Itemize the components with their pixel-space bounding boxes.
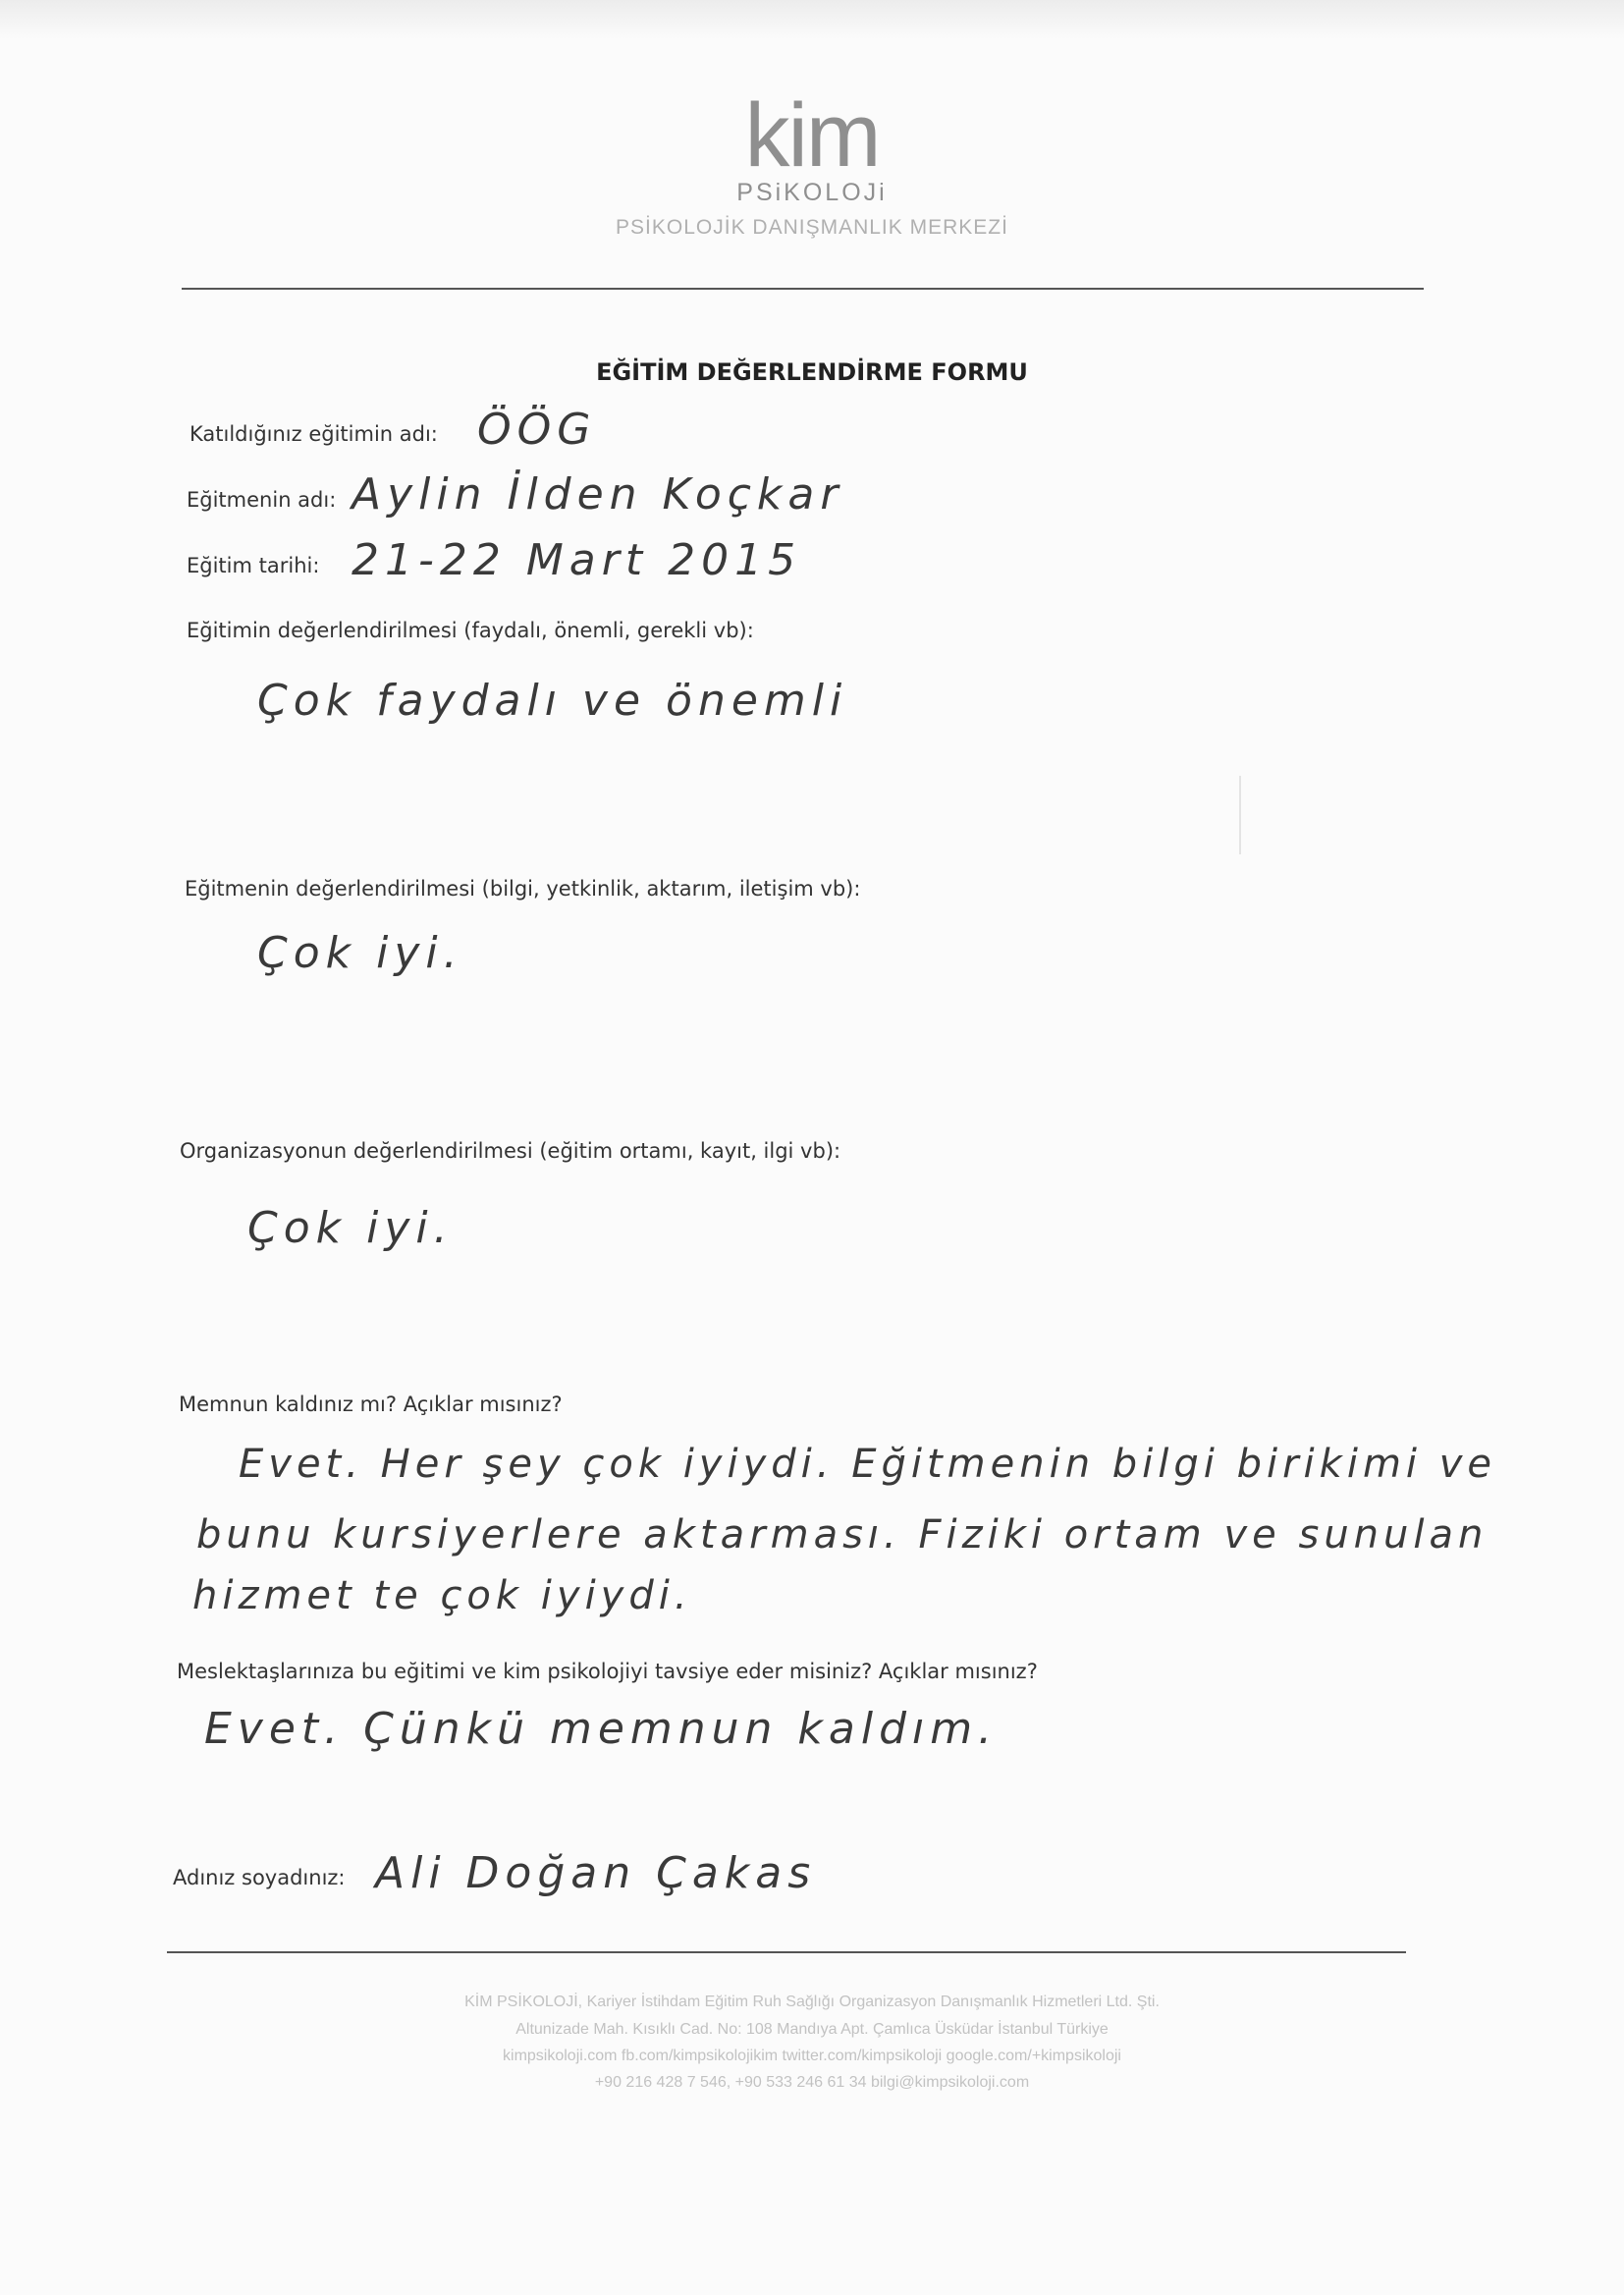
satisfaction-line: Evet. Her şey çok iyiydi. Eğitmenin bilgi birikimi ve [239,1442,1497,1487]
scan-mark [1239,776,1241,854]
header-divider [182,288,1424,290]
name-value: Ali Doğan Çakas [375,1848,817,1898]
footer-contact: +90 216 428 7 546, +90 533 246 61 34 bilgi@kimpsikoloji.com [594,2074,1030,2091]
footer-company: KİM PSİKOLOJİ, Kariyer İstihdam Eğitim Ruh Sağlığı Organizasyon Danışmanlık Hizmetleri Ltd. Şti. [464,1994,1160,2010]
footer-links: kimpsikoloji.com fb.com/kimpsikolojikim twitter.com/kimpsikoloji google.com/+kimpsikoloji [503,2048,1121,2064]
trainer-eval-value: Çok iyi. [257,928,463,978]
training-name-label: Katıldığınız eğitimin adı: [189,422,438,446]
name-label: Adınız soyadınız: [173,1866,346,1889]
satisfaction-line: bunu kursiyerlere aktarması. Fiziki ortam ve sunulan [196,1512,1489,1557]
training-name-value: ÖÖG [477,405,597,455]
company-tagline: PSİKOLOJİK DANIŞMANLIK MERKEZİ [616,216,1008,239]
recommend-value: Evet. Çünkü memnun kaldım. [204,1704,999,1754]
organization-eval-value: Çok iyi. [247,1203,454,1253]
trainer-name-value: Aylin İlden Koçkar [352,469,844,519]
recommend-label: Meslektaşlarınıza bu eğitimi ve kim psikolojiyi tavsiye eder misiniz? Açıklar mısınız? [177,1660,1038,1683]
training-date-label: Eğitim tarihi: [187,554,320,577]
footer-divider [167,1951,1406,1953]
training-eval-value: Çok faydalı ve önemli [257,676,848,726]
company-logo: kim [744,85,880,186]
footer-address: Altunizade Mah. Kısıklı Cad. No: 108 Mandıya Apt. Çamlıca Üsküdar İstanbul Türkiye [515,2021,1109,2038]
scan-shadow [0,0,1624,39]
trainer-eval-label: Eğitmenin değerlendirilmesi (bilgi, yetkinlik, aktarım, iletişim vb): [185,877,861,901]
organization-eval-label: Organizasyonun değerlendirilmesi (eğitim ortamı, kayıt, ilgi vb): [180,1139,841,1163]
satisfaction-line: hizmet te çok iyiydi. [192,1573,692,1618]
satisfaction-label: Memnun kaldınız mı? Açıklar mısınız? [179,1393,563,1416]
training-eval-label: Eğitimin değerlendirilmesi (faydalı, önemli, gerekli vb): [187,619,754,642]
trainer-name-label: Eğitmenin adı: [187,488,337,512]
form-title: EĞİTİM DEĞERLENDİRME FORMU [596,358,1028,386]
training-date-value: 21-22 Mart 2015 [352,535,802,585]
company-logo-subtitle: PSiKOLOJi [736,179,888,206]
